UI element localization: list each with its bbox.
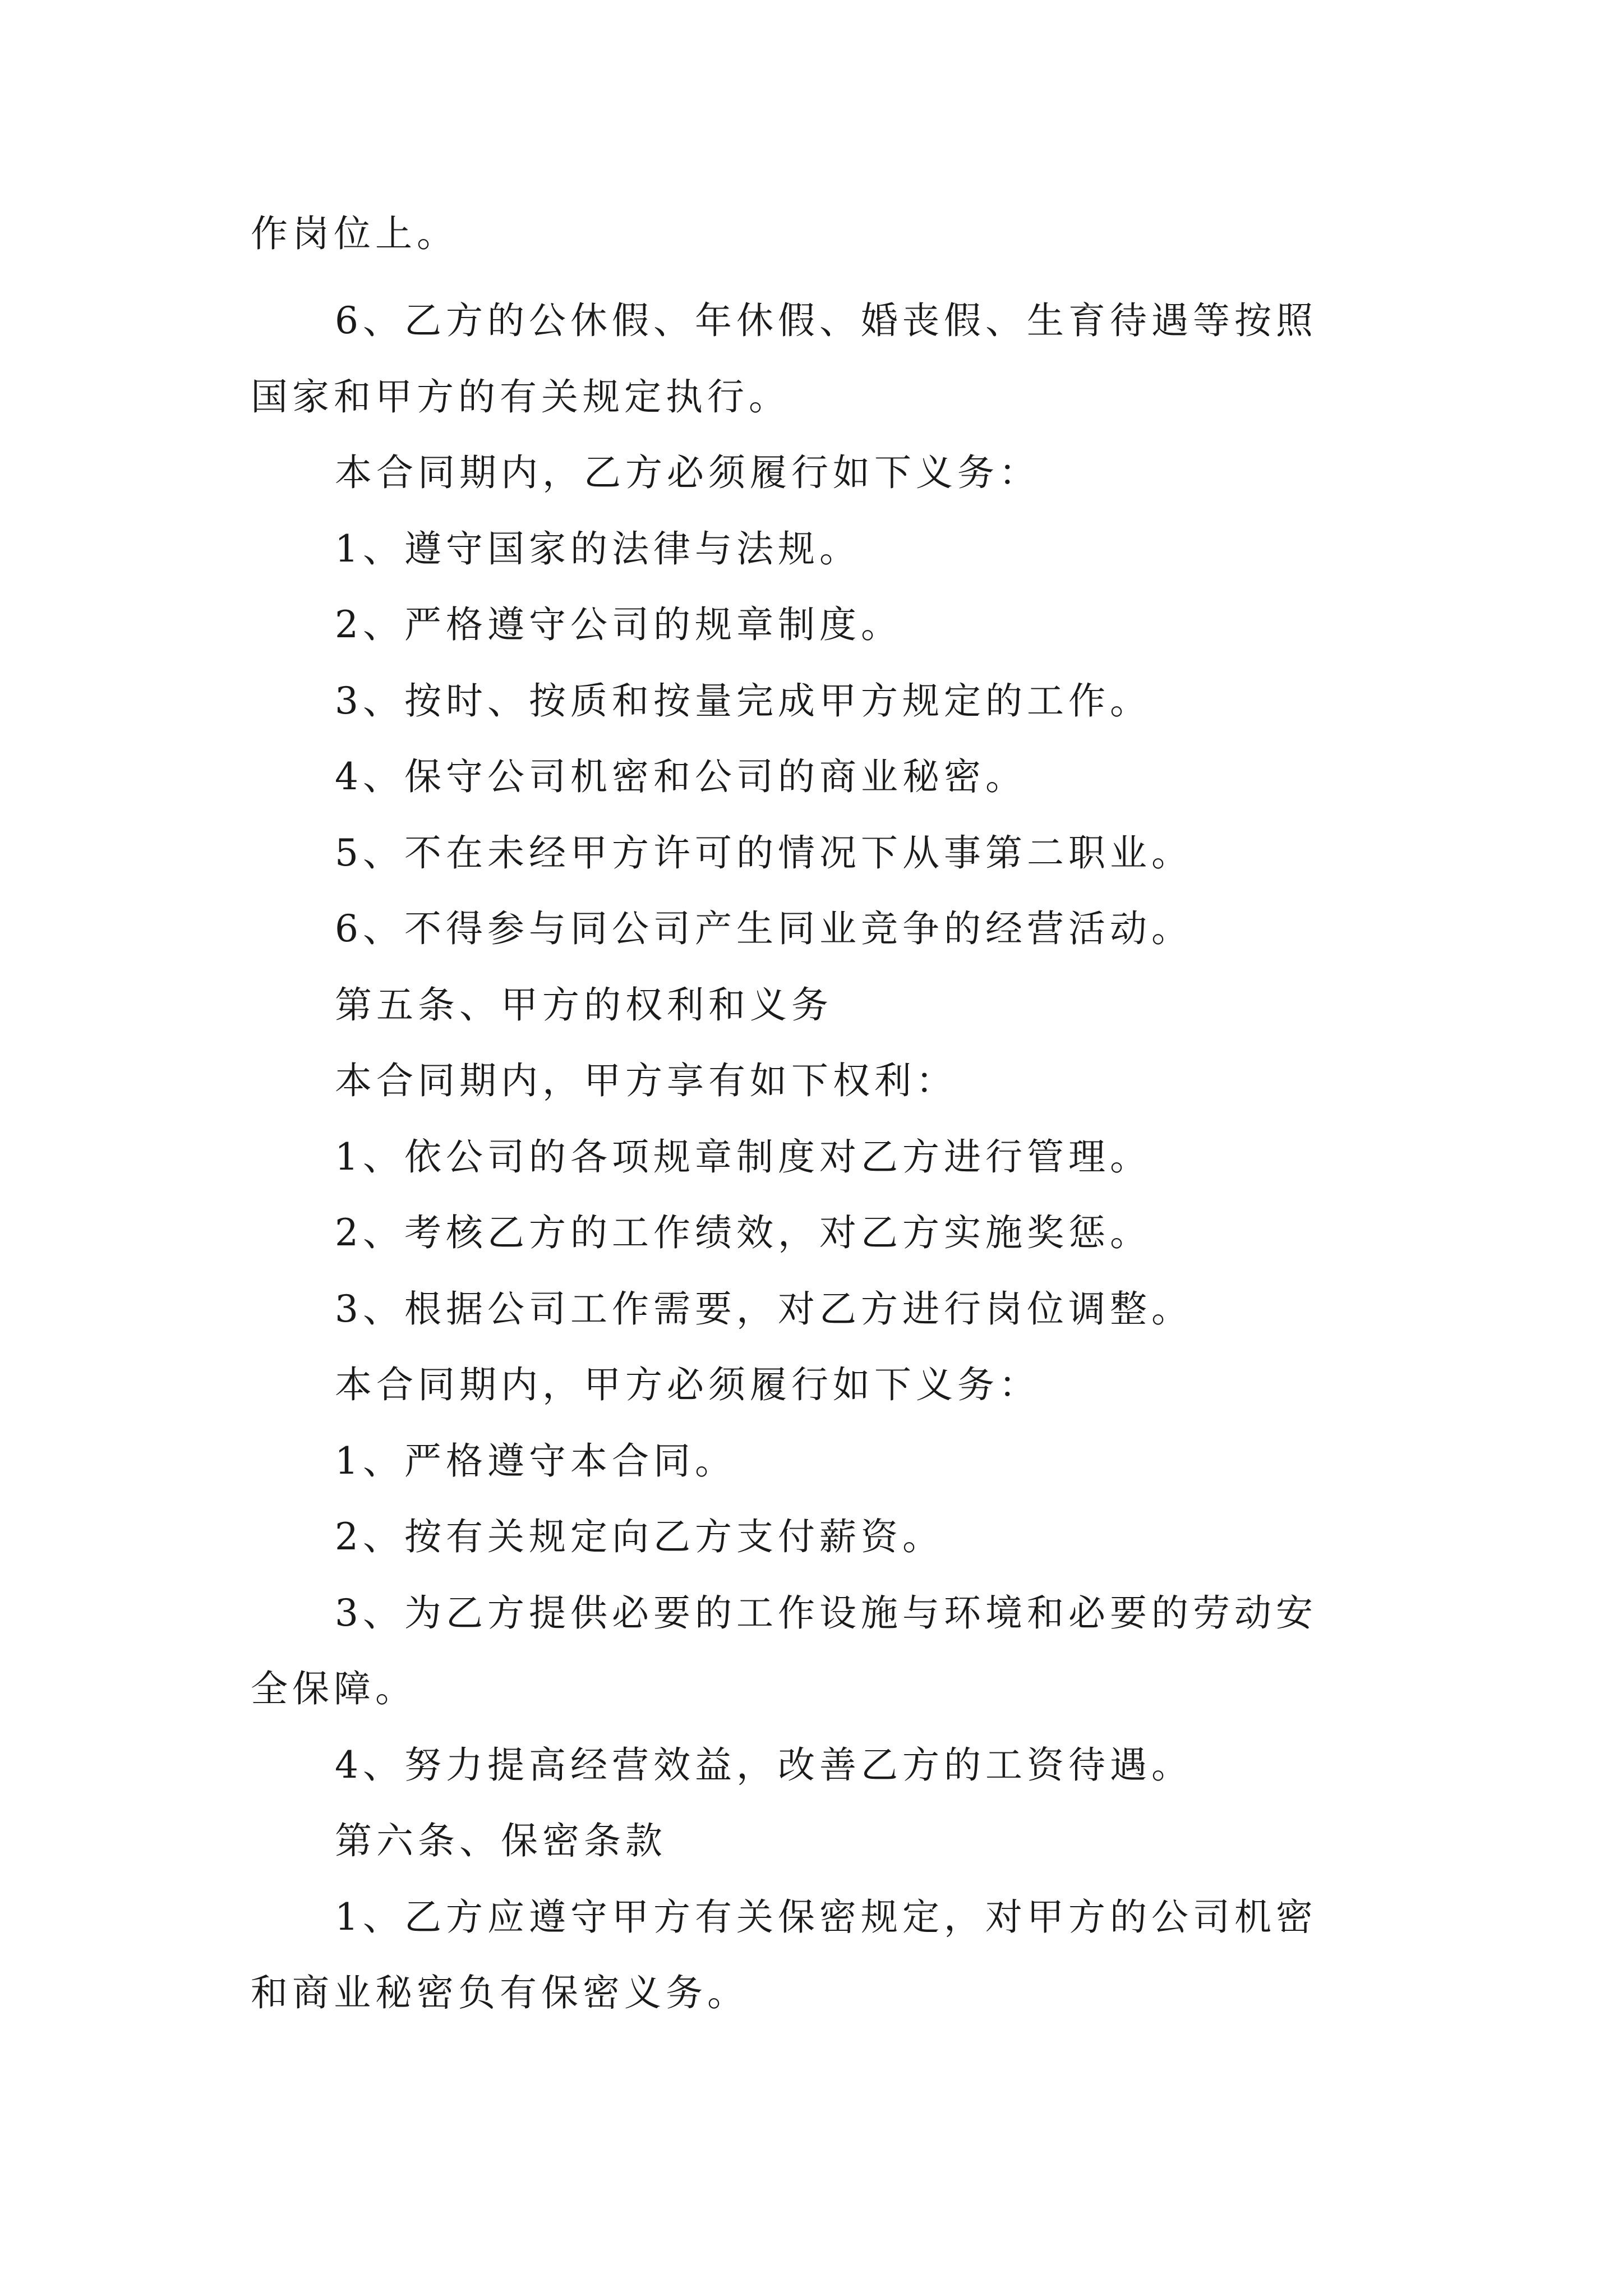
text-line: 国家和甲方的有关规定执行。 bbox=[251, 375, 790, 418]
text-line: 6、乙方的公休假、年休假、婚丧假、生育待遇等按照 bbox=[335, 299, 1317, 342]
text-line: 作岗位上。 bbox=[251, 212, 458, 255]
text-line: 1、乙方应遵守甲方有关保密规定，对甲方的公司机密 bbox=[335, 1895, 1317, 1939]
text-line: 和商业秘密负有保密义务。 bbox=[251, 1971, 749, 2014]
text-line: 本合同期内，甲方享有如下权利： bbox=[335, 1059, 957, 1102]
text-line: 3、根据公司工作需要，对乙方进行岗位调整。 bbox=[335, 1287, 1193, 1331]
section-heading: 第五条、甲方的权利和义务 bbox=[335, 983, 833, 1027]
text-line: 1、严格遵守本合同。 bbox=[335, 1439, 736, 1483]
text-line: 全保障。 bbox=[251, 1667, 417, 1710]
text-line: 2、按有关规定向乙方支付薪资。 bbox=[335, 1515, 944, 1558]
section-heading: 第六条、保密条款 bbox=[335, 1819, 667, 1862]
text-line: 1、依公司的各项规章制度对乙方进行管理。 bbox=[335, 1135, 1151, 1179]
text-line: 本合同期内，乙方必须履行如下义务： bbox=[335, 451, 1040, 494]
text-line: 3、为乙方提供必要的工作设施与环境和必要的劳动安 bbox=[335, 1591, 1317, 1635]
text-line: 2、考核乙方的工作绩效，对乙方实施奖惩。 bbox=[335, 1211, 1151, 1254]
text-line: 1、遵守国家的法律与法规。 bbox=[335, 527, 861, 570]
text-line: 6、不得参与同公司产生同业竞争的经营活动。 bbox=[335, 907, 1193, 950]
text-line: 2、严格遵守公司的规章制度。 bbox=[335, 603, 902, 646]
text-line: 4、保守公司机密和公司的商业秘密。 bbox=[335, 755, 1027, 798]
text-line: 本合同期内，甲方必须履行如下义务： bbox=[335, 1363, 1040, 1406]
text-line: 5、不在未经甲方许可的情况下从事第二职业。 bbox=[335, 831, 1193, 875]
text-line: 3、按时、按质和按量完成甲方规定的工作。 bbox=[335, 679, 1151, 723]
text-line: 4、努力提高经营效益，改善乙方的工资待遇。 bbox=[335, 1743, 1193, 1787]
